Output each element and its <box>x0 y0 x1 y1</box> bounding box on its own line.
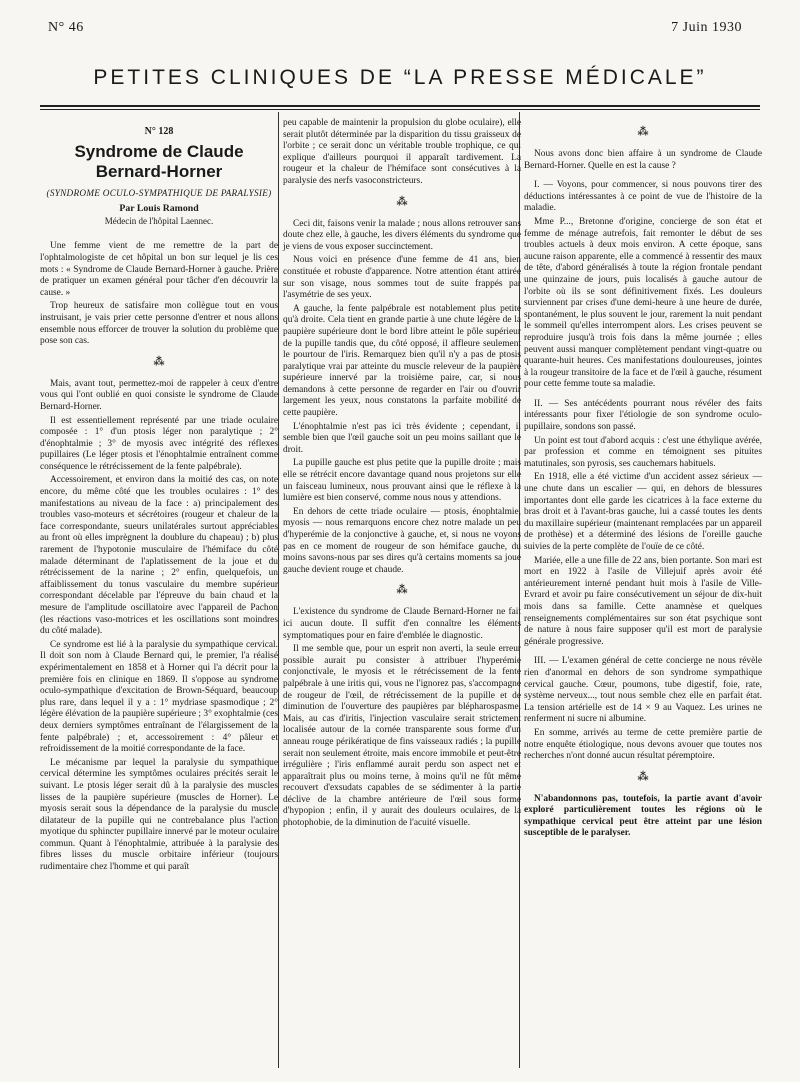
article-title: Syndrome de Claude Bernard-Horner <box>74 141 244 181</box>
column-3 <box>524 118 762 842</box>
issue-date: 7 Juin 1930 <box>671 20 742 35</box>
paragraph: Nous voici en présence d'une femme de 41 ans, bien constituée et robuste d'apparence. Notre attention étant attirée sur son visage, nous sommes tout de suite frappés par l'asymétrie de ses yeux. <box>283 255 521 301</box>
paragraph: L'existence du syndrome de Claude Bernard-Horner ne fait ici aucun doute. Il suffit d'en connaître les éléments symptomatiques pour en faire d'emblée le diagnostic. <box>283 607 521 641</box>
section-break: ⁂ <box>396 584 408 597</box>
paragraph: La pupille gauche est plus petite que la pupille droite ; mais elle se rétrécit encore davantage quand nous projetons sur elle un faisceau lumineux, nous prouvant ainsi que le réflexe à la lumière est bien conservé, comme nous nous y attendions. <box>283 458 521 504</box>
paragraph: En 1918, elle a été victime d'un accident assez sérieux — une chute dans un escalier — qui, en dehors de blessures importantes dont elle garde les cicatrices à la face externe du bras droit et à l'avant-bras gauche, lui a cassé toutes les dents du maxillaire supérieur (maintenant remplacées par un appareil de prothèse) et a déterminé des lésions de l'oreille gauche suivies de la perte complète de l'ouïe de ce côté. <box>524 472 762 552</box>
paragraph: Nous avons donc bien affaire à un syndrome de Claude Bernard-Horner. Quelle en est la cause ? <box>524 149 762 171</box>
paragraph: L'énophtalmie n'est pas ici très évidente ; cependant, il semble bien que l'œil gauche soit un peu moins saillant que le droit. <box>283 421 521 455</box>
paragraph: III. — L'examen général de cette concierge ne nous révèle rien d'anormal en dehors de son syndrome sympathique cervical gauche. Cœur, poumons, tube digestif, foie, rate, système nerveux..., tout nous semble chez elle en parfait état. La tension artérielle est de 14 × 9 au Vaquez. Les urines ne renferment ni sucre ni albumine. <box>524 656 762 725</box>
section-break: ⁂ <box>153 355 165 368</box>
paragraph: A gauche, la fente palpébrale est notablement plus petite qu'à droite. Cela tient en grande partie à une chute légère de la paupière supérieure dont le bord libre atteint le pôle supérieur de la pupille tandis que, du côté opposé, il affleure seulement le pourtour de l'iris. Remarquez bien qu'il n'y a pas de ptosis paralytique vrai par atteinte du muscle releveur de la paupière supérieure innervé par la troisième paire, car, si nous demandons à cette personne de regarder en l'air ou d'ouvrir largement les yeux, nous constatons la parfaite mobilité de cette paupière. <box>283 303 521 419</box>
paragraph: Il me semble que, pour un esprit non averti, la seule erreur possible aurait pu consister à attribuer l'hyperémie conjonctivale, le myosis et le rétrécissement de la fente palpébrale à une iritis qui, vous ne l'ignorez pas, s'accompagne de rougeur de l'œil, de rétrécissement de la pupille et de diminution de l'ouverture des paupières par blépharospasme. Mais, au cas d'iritis, l'injection vasculaire serait strictement localisée autour de la cornée transparente sous forme d'un anneau rouge périkératique de fins vaisseaux radiés ; la pupille serait non seulement étroite, mais encore immobile et peut-être irrégulière ; l'iris enflammé aurait perdu son aspect net et apparaîtrait plus ou moins terne, à moins qu'il ne fût même recouvert d'exsudats capables de se sédimenter à la partie déclive de la chambre antérieure de l'œil sous forme d'hypopion ; enfin, il y aurait des douleurs oculaires, de la photophobie, de la diminution de l'acuité visuelle. <box>283 644 521 829</box>
paragraph: Accessoirement, et environ dans la moitié des cas, on note encore, du même côté que les troubles oculaires : 1° des manifestations au niveau de la face : a) principalement des troubles vaso-moteurs et sécrétoires (rougeur et chaleur de la face correspondante, sueurs unilatérales surtout appréciables au front où elles imprègnent la doublure du chapeau) ; b) plus rarement de l'hypotonie musculaire de l'hémiface du côté malade déterminant de l'aplatissement de la joue et du rétrécissement de la narine ; 2° enfin, quelquefois, un affaiblissement du tonus vasculaire du membre supérieur correspondant décelable par l'épreuve du bain chaud et la mesure de l'amplitude oscillatoire avec l'appareil de Pachon (les réactions vaso-motrices et les oscillations sont moindres du côté malade). <box>40 475 278 637</box>
paragraph: En dehors de cette triade oculaire — ptosis, énophtalmie, myosis — nous remarquons encore chez notre malade un peu d'hyperémie de la conjonctive à gauche, et, si nous ne voyons pas en ce moment de rougeur de son hémiface gauche, du moins savons-nous par ses dires qu'à certains moments sa joue gauche devient rouge et chaude. <box>283 506 521 575</box>
paragraph: Mariée, elle a une fille de 22 ans, bien portante. Son mari est mort en 1922 à l'asile de Villejuif après avoir été antérieurement interné pendant huit mois à l'asile de Ville-Evrard et avoir pu faire consécutivement un séjour de dix-huit mois dans sa famille. Cette anamnèse et quelques renseignements complémentaires sur son état psychique sont de nature à nous faire supposer qu'il est mort de paralysie générale progressive. <box>524 555 762 647</box>
paragraph: Mme P..., Bretonne d'origine, concierge de son état et femme de ménage autrefois, fait remonter le début de ses troubles actuels à deux mois environ. A cette époque, sans aucune raison apparente, elle a commencé à ressentir des maux de tête, d'abord généralisés à toute la région frontale pendant une quinzaine de jours, puis localisés à gauche autour de l'orbite où ils se sont définitivement fixés. Les douleurs surviennent par crises d'une demi-heure à une heure de durée, spontanément, le plus souvent le jour, rarement la nuit pendant le sommeil qu'elles interrompent alors. Les crises peuvent se reproduire jusqu'à trois fois dans la même journée ; elles peuvent aussi manquer complètement pendant vingt-quatre ou quarante-huit heures. Ces manifestations douloureuses, jointes à la rougeur transitoire de la face et de l'œil à gauche, résument pour cette femme toute sa maladie. <box>524 216 762 390</box>
article-author: Par Louis Ramond <box>119 203 199 215</box>
paragraph: Un point est tout d'abord acquis : c'est une éthylique avérée, par profession et comme en témoignent ses pituites matutinales, son pyrosis, ses cauchemars habituels. <box>524 435 762 469</box>
masthead-rule-thin <box>40 109 760 110</box>
masthead-rule <box>40 105 760 107</box>
paragraph: I. — Voyons, pour commencer, si nous pouvons tirer des déductions intéressantes à ce point de vue de l'histoire de la maladie. <box>524 180 762 214</box>
article-number: N° 128 <box>144 126 174 137</box>
paragraph: N'abandonnons pas, toutefois, la partie avant d'avoir exploré particulièrement toutes les régions où le sympathique cervical peut être atteint par une lésion susceptible de le paralyser. <box>524 793 762 839</box>
paragraph: Mais, avant tout, permettez-moi de rappeler à ceux d'entre vous qui l'ont oublié en quoi consiste le syndrome de Claude Bernard-Horner. <box>40 378 278 412</box>
paragraph: II. — Ses antécédents pourrant nous révéler des faits intéressants pour fixer l'étiologie de son syndrome oculo-pupillaire, sondons son passé. <box>524 398 762 433</box>
article-subtitle: (SYNDROME OCULO-SYMPATHIQUE DE PARALYSIE) <box>46 187 272 198</box>
paragraph: Ceci dit, faisons venir la malade ; nous allons retrouver sans doute chez elle, à gauche, les divers éléments du syndrome que je viens de vous exposer succinctement. <box>283 218 521 252</box>
paragraph: En somme, arrivés au terme de cette première partie de notre enquête étiologique, nous devons avouer que toutes nos recherches n'ont donné aucun résultat péremptoire. <box>524 727 762 762</box>
paragraph: Il est essentiellement représenté par une triade oculaire composée : 1° d'un ptosis léger non paralytique ; 2° d'énophtalmie ; 3° de myosis avec intégrité des réflexes pupillaires (Le léger ptosis et l'énophtalmie entraînent comme conséquence le rétrécissement de la fente palpébrale). <box>40 415 278 472</box>
section-break: ⁂ <box>637 770 649 783</box>
paragraph: Le mécanisme par lequel la paralysie du sympathique cervical détermine les symptômes oculaires précités serait le suivant. Le ptosis léger serait dû à la paralysie des muscles lisses de la paupière supérieure (muscles de Horner). Le myosis serait sous la dépendance de la paralysie du muscle dilatateur de la pupille qui ne contrebalance plus l'action myotique du sphincter pupillaire innervé par le moteur oculaire commun. Quant à l'énophtalmie, attribuée à la paralysie des fibres lisses du muscle orbitaire inférieur (toujours rudimentaire chez l'homme et qui paraît <box>40 757 278 873</box>
issue-number: N° 46 <box>48 20 84 35</box>
section-break: ⁂ <box>637 126 649 138</box>
column-divider <box>278 112 279 1068</box>
masthead: PETITES CLINIQUES DE “LA PRESSE MÉDICALE” <box>93 66 707 89</box>
paragraph: peu capable de maintenir la propulsion du globe oculaire), elle serait plutôt déterminée par la disparition du tissu graisseux de l'orbite ; ce serait donc un véritable trouble trophique, ce qui explique d'ailleurs pourquoi il apparaît tardivement. La rougeur et la chaleur de l'hémiface sont consécutives à la paralysie des nerfs vasoconstricteurs. <box>283 118 521 186</box>
paragraph: Une femme vient de me remettre de la part de l'ophtalmologiste de cet hôpital un bon sur lequel je lis ces mots : « Syndrome de Claude Bernard-Horner à gauche. Prière de pratiquer un examen général pour tâcher d'en découvrir la cause. » <box>40 241 278 298</box>
column-2 <box>283 118 521 832</box>
column-1 <box>40 118 278 876</box>
paragraph: Ce syndrome est lié à la paralysie du sympathique cervical. Il doit son nom à Claude Bernard qui, le premier, l'a réalisé expérimentalement en 1858 et à Horner qui l'a décrit pour la première fois en clinique en 1869. Il s'oppose au syndrome oculo-sympathique d'excitation de Brown-Séquard, beaucoup plus rare, dans lequel il y a : 1° mydriase spasmodique ; 2° légère élévation de la paupière supérieure ; 3° exophtalmie (ces deux derniers symptômes entraînant de l'élargissement de la fente palpébrale) ; et, accessoirement : 4° pâleur et refroidissement de la moitié correspondante de la face. <box>40 639 278 755</box>
section-break: ⁂ <box>396 195 408 208</box>
paragraph: Trop heureux de satisfaire mon collègue tout en vous instruisant, je vais prier cette personne d'entrer et nous allons ensemble nous efforcer de trouver la solution du problème que pose son cas. <box>40 301 278 347</box>
author-affiliation: Médecin de l'hôpital Laennec. <box>104 215 214 226</box>
